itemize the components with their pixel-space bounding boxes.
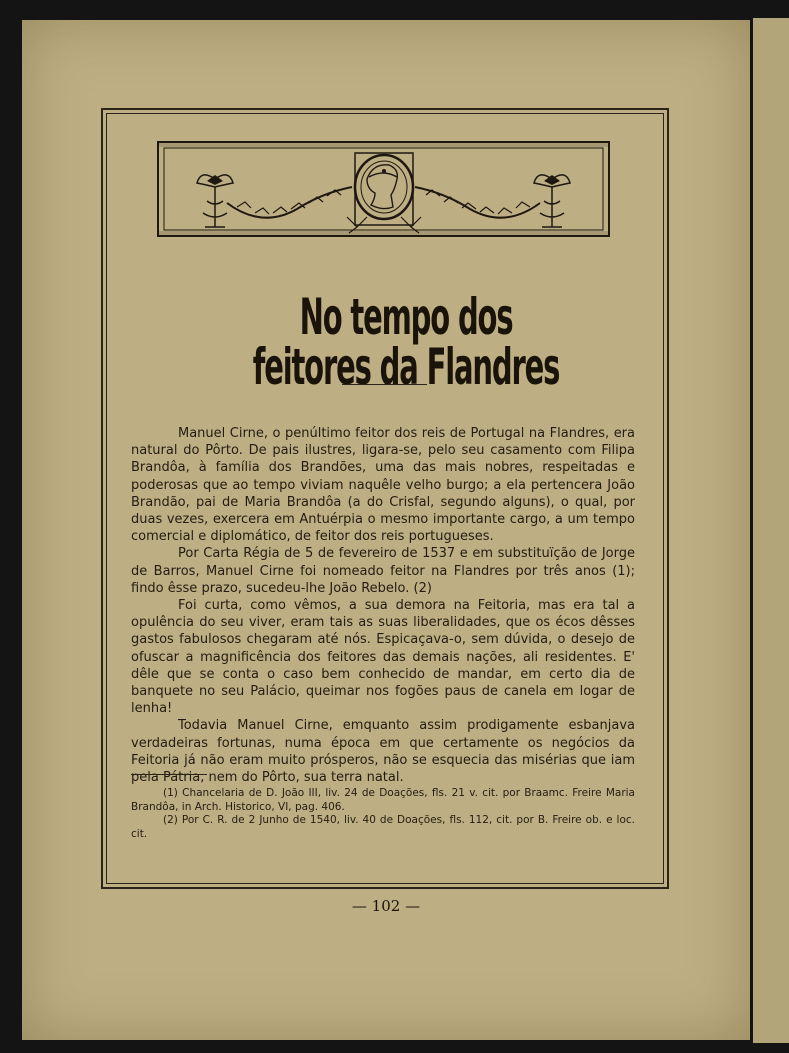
- paragraph: Foi curta, como vêmos, a sua demora na Feitoria, mas era tal a opulência do seu viver, eram tais as suas liberalidades, que os écos dêsses gastos fabulosos chegaram até nós. Espicaçava-o, sem dúvida, o desejo de ofuscar a magnificência dos feitores das demais nações, ali residentes. E' dêle que se conta o caso bem conhecido de mandar, em certo dia de banquete no seu Palácio, queimar nos fogões paus de canela em logar de lenha!: [131, 598, 635, 717]
- book-page: [22, 20, 750, 1040]
- adjacent-page-edge: [753, 18, 789, 1043]
- ornament-header-icon: [157, 141, 610, 237]
- footnote: (1) Chancelaria de D. João III, liv. 24 de Doações, fls. 21 v. cit. por Braamc. Freire Maria Brandôa, in Arch. Historico, VI, pag. 406.: [131, 787, 635, 813]
- footnotes: [131, 787, 635, 841]
- body-text: [131, 425, 635, 786]
- paragraph: Por Carta Régia de 5 de fevereiro de 1537 e em substituïção de Jorge de Barros, Manuel Cirne foi nomeado feitor na Flandres por três anos (1); findo êsse prazo, sucedeu-lhe João Rebelo. (2): [131, 546, 635, 596]
- chapter-title: No tempo dos feitores da Flandres: [252, 288, 560, 396]
- footnote: (2) Por C. R. de 2 Junho de 1540, liv. 40 de Doações, fls. 112, cit. por B. Freire ob. e loc. cit.: [131, 814, 635, 840]
- footnote-divider: [131, 774, 207, 775]
- title-divider: [342, 384, 427, 385]
- paragraph: Manuel Cirne, o penúltimo feitor dos reis de Portugal na Flandres, era natural do Pôrto. De pais ilustres, ligara-se, pelo seu casamento com Filipa Brandôa, à família dos Brandões, uma das mais nobres, respeitadas e poderosas que ao tempo viviam naquêle velho burgo; a ela pertencera João Brandão, pai de Maria Brandôa (a do Crisfal, segundo alguns), o qual, por duas vezes, exercera em Antuérpia o mesmo importante cargo, a um tempo comercial e diplomático, de feitor dos reis portugueses.: [131, 426, 635, 545]
- page-number: — 102 —: [351, 897, 421, 915]
- paragraph: Todavia Manuel Cirne, emquanto assim prodigamente esbanjava verdadeiras fortunas, numa época em que certamente os negócios da Feitoria já não eram muito prósperos, não se esquecia das misérias que iam pela Pátria, nem do Pôrto, sua terra natal.: [131, 718, 635, 786]
